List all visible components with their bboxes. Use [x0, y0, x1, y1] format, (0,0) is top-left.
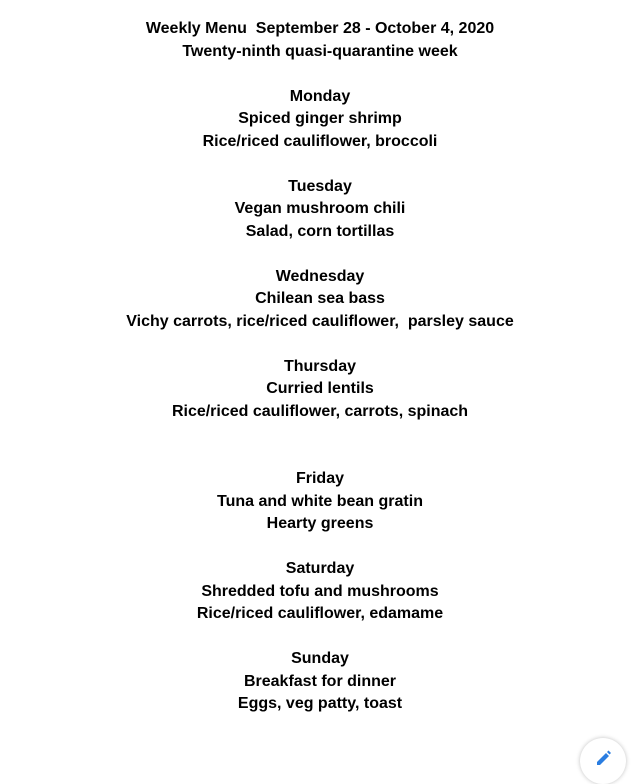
day-heading: Wednesday: [275, 267, 365, 285]
menu-document: [0, 18, 640, 716]
menu-subtitle: Twenty-ninth quasi-quarantine week: [182, 42, 458, 60]
pencil-icon: [594, 748, 612, 766]
main-dish: Breakfast for dinner: [243, 672, 397, 690]
day-heading: Saturday: [285, 560, 355, 577]
day-block-monday: [0, 86, 640, 154]
day-heading: Friday: [295, 470, 344, 487]
day-block-thursday: [0, 356, 640, 424]
day-heading: Tuesday: [288, 177, 352, 195]
side-dishes: Eggs, veg patty, toast: [237, 695, 403, 712]
day-heading: Thursday: [283, 357, 356, 375]
main-dish: Tuna and white bean gratin: [217, 492, 423, 510]
main-dish: Shredded tofu and mushrooms: [201, 582, 439, 600]
side-dishes: Rice/riced cauliflower, broccoli: [202, 132, 438, 150]
side-dishes: Rice/riced cauliflower, edamame: [196, 605, 444, 622]
day-block-sunday: [0, 648, 640, 716]
day-block-saturday: [0, 558, 640, 626]
day-heading: Monday: [289, 87, 351, 105]
side-dishes: Salad, corn tortillas: [245, 222, 395, 240]
menu-title: Weekly Menu September 28 - October 4, 2020: [145, 20, 495, 37]
edit-fab-button[interactable]: [580, 738, 626, 784]
main-dish: Vegan mushroom chili: [234, 200, 406, 217]
day-block-friday: [0, 468, 640, 536]
side-dishes: Vichy carrots, rice/riced cauliflower, parsley sauce: [126, 312, 514, 330]
day-block-tuesday: [0, 176, 640, 244]
main-dish: Chilean sea bass: [255, 290, 385, 307]
main-dish: Spiced ginger shrimp: [238, 110, 402, 127]
side-dishes: Hearty greens: [266, 515, 374, 532]
day-block-wednesday: [0, 266, 640, 334]
day-heading: Sunday: [291, 650, 349, 667]
main-dish: Curried lentils: [266, 380, 374, 397]
side-dishes: Rice/riced cauliflower, carrots, spinach: [171, 402, 469, 420]
